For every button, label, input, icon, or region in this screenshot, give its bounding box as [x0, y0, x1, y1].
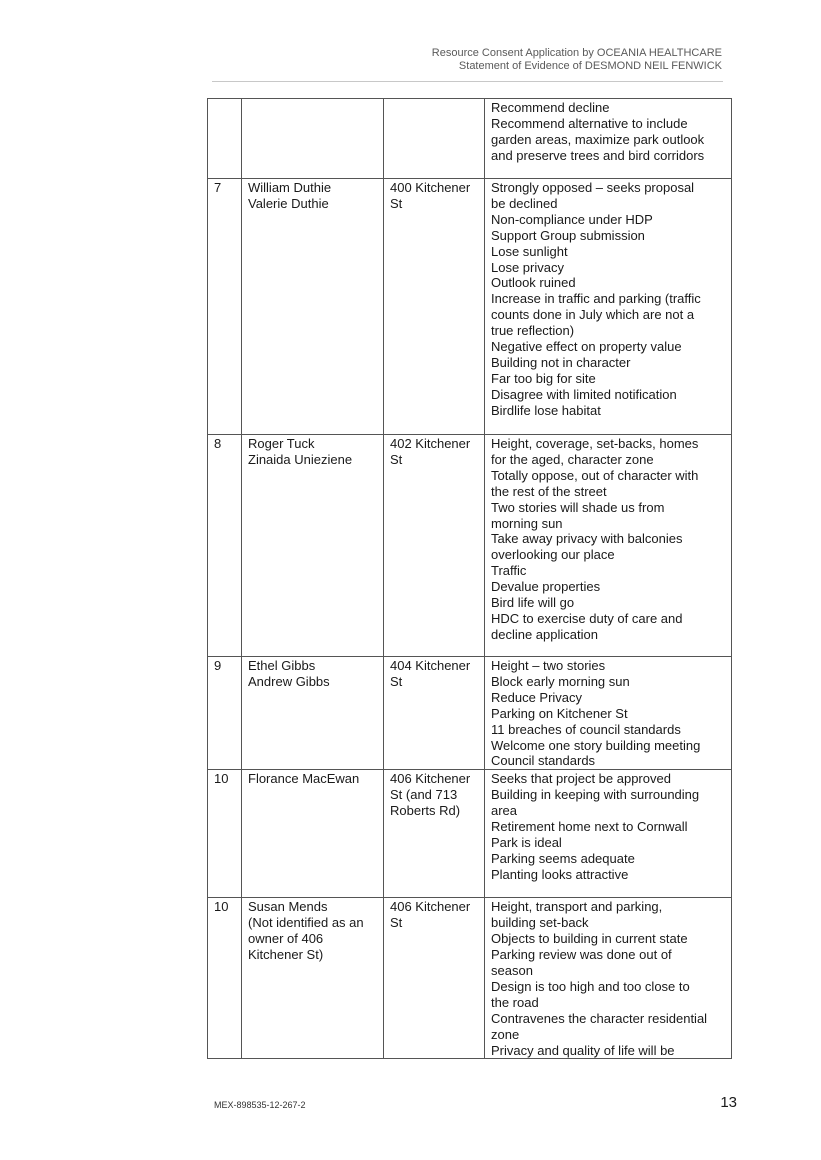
- submission-point: HDC to exercise duty of care and: [491, 610, 683, 626]
- submission-point: Seeks that project be approved: [491, 771, 671, 787]
- submitter-names: William Duthie Valerie Duthie: [242, 179, 384, 435]
- submitter-address: [384, 99, 485, 179]
- submissions-table-body: [208, 99, 732, 1059]
- submission-point: Recommend decline: [491, 100, 610, 115]
- submission-point: Lose privacy: [491, 259, 564, 275]
- submitter-address: 406 Kitchener St (and 713 Roberts Rd): [384, 770, 485, 898]
- submission-points: [485, 179, 732, 435]
- submitter-address: 406 Kitchener St: [384, 898, 485, 1059]
- submission-point: Privacy and quality of life will be: [491, 1042, 675, 1058]
- submitter-number: 10: [208, 770, 242, 898]
- submission-point: Outlook ruined: [491, 275, 576, 291]
- submission-row: [208, 657, 732, 770]
- submission-point: Retirement home next to Cornwall: [491, 819, 688, 835]
- submission-point: Height, transport and parking,: [491, 899, 663, 915]
- submitter-address: 400 Kitchener St: [384, 179, 485, 435]
- submitter-names: Ethel Gibbs Andrew Gibbs: [242, 657, 384, 770]
- submission-point: Traffic: [491, 563, 527, 579]
- submission-point: area: [491, 803, 518, 819]
- document-reference: MEX-898535-12-267-2: [214, 1100, 306, 1110]
- submission-row: [208, 99, 732, 179]
- submitter-number: [208, 99, 242, 179]
- submission-point: Welcome one story building meeting: [491, 737, 701, 753]
- submission-points: [485, 898, 732, 1059]
- submission-row: [208, 898, 732, 1059]
- submission-point: season: [491, 962, 533, 978]
- submitter-names: Florance MacEwan: [242, 770, 384, 898]
- page-number: 13: [720, 1094, 737, 1111]
- submission-point: Contravenes the character residential: [491, 1010, 708, 1026]
- submission-point: Disagree with limited notification: [491, 386, 677, 402]
- submission-point: building set-back: [491, 915, 589, 931]
- submission-point: 11 breaches of council standards: [491, 721, 681, 737]
- submission-point: Park is ideal: [491, 834, 562, 850]
- header-application-title: Resource Consent Application by OCEANIA HEALTHCARE: [431, 47, 722, 59]
- submission-point: Non-compliance under HDP: [491, 211, 653, 227]
- submitter-names: [242, 99, 384, 179]
- submission-point: Council standards: [491, 753, 596, 769]
- submission-point: Building in keeping with surrounding: [491, 787, 700, 803]
- submission-points: [485, 435, 732, 657]
- submission-row: [208, 179, 732, 435]
- submission-point: Increase in traffic and parking (traffic: [491, 291, 701, 307]
- submission-point: the road: [491, 994, 539, 1010]
- submission-point: Design is too high and too close to: [491, 978, 690, 994]
- submission-point: Planting looks attractive: [491, 866, 629, 882]
- submitter-names: Susan Mends (Not identified as an owner of 406 Kitchener St): [242, 898, 384, 1059]
- submission-point: Far too big for site: [491, 370, 596, 386]
- submission-point: garden areas, maximize park outlook: [491, 131, 705, 147]
- submission-point: Height – two stories: [491, 658, 606, 673]
- submission-row: [208, 770, 732, 898]
- submission-point: Objects to building in current state: [491, 931, 688, 947]
- submitter-names: Roger Tuck Zinaida Unieziene: [242, 435, 384, 657]
- submission-point: Support Group submission: [491, 227, 645, 243]
- submitter-address: 402 Kitchener St: [384, 435, 485, 657]
- submitter-address: 404 Kitchener St: [384, 657, 485, 770]
- submission-point: counts done in July which are not a: [491, 307, 695, 323]
- submission-point: Recommend alternative to include: [491, 115, 688, 131]
- submitter-number: 9: [208, 657, 242, 770]
- submission-point: Parking seems adequate: [491, 850, 635, 866]
- submission-point: Block early morning sun: [491, 673, 630, 689]
- submissions-table: [207, 98, 732, 1059]
- submission-point: Strongly opposed – seeks proposal: [491, 180, 695, 195]
- submission-point: Devalue properties: [491, 579, 601, 595]
- submitter-number: 7: [208, 179, 242, 435]
- submission-point: Two stories will shade us from: [491, 499, 665, 515]
- header-evidence-title: Statement of Evidence of DESMOND NEIL FENWICK: [458, 60, 722, 72]
- submission-point: morning sun: [491, 515, 563, 531]
- submission-point: the rest of the street: [491, 483, 607, 499]
- submission-point: be declined: [491, 195, 558, 211]
- submission-point: Take away privacy with balconies: [491, 531, 683, 547]
- submitter-number: 10: [208, 898, 242, 1059]
- submission-point: Lose sunlight: [491, 243, 568, 259]
- page-header: [432, 47, 722, 73]
- submission-point: Height, coverage, set-backs, homes: [491, 436, 699, 451]
- submission-row: [208, 435, 732, 657]
- submission-point: Birdlife lose habitat: [491, 402, 601, 418]
- submitter-number: 8: [208, 435, 242, 657]
- submission-point: and preserve trees and bird corridors: [491, 147, 705, 163]
- submission-point: Building not in character: [491, 354, 631, 370]
- submission-points: [485, 770, 732, 898]
- submission-point: Bird life will go: [491, 595, 575, 611]
- submission-points: [485, 657, 732, 770]
- submission-point: overlooking our place: [491, 547, 615, 563]
- submission-point: Reduce Privacy: [491, 689, 583, 705]
- submission-point: Parking on Kitchener St: [491, 705, 628, 721]
- submission-points: [485, 99, 732, 179]
- submission-point: for the aged, character zone: [491, 451, 654, 467]
- submission-point: true reflection): [491, 323, 575, 339]
- header-divider: [212, 81, 723, 82]
- submission-point: decline application: [491, 626, 598, 642]
- submission-point: Negative effect on property value: [491, 339, 682, 355]
- submission-point: Totally oppose, out of character with: [491, 467, 699, 483]
- submission-point: Parking review was done out of: [491, 947, 672, 963]
- submission-point: zone: [491, 1026, 520, 1042]
